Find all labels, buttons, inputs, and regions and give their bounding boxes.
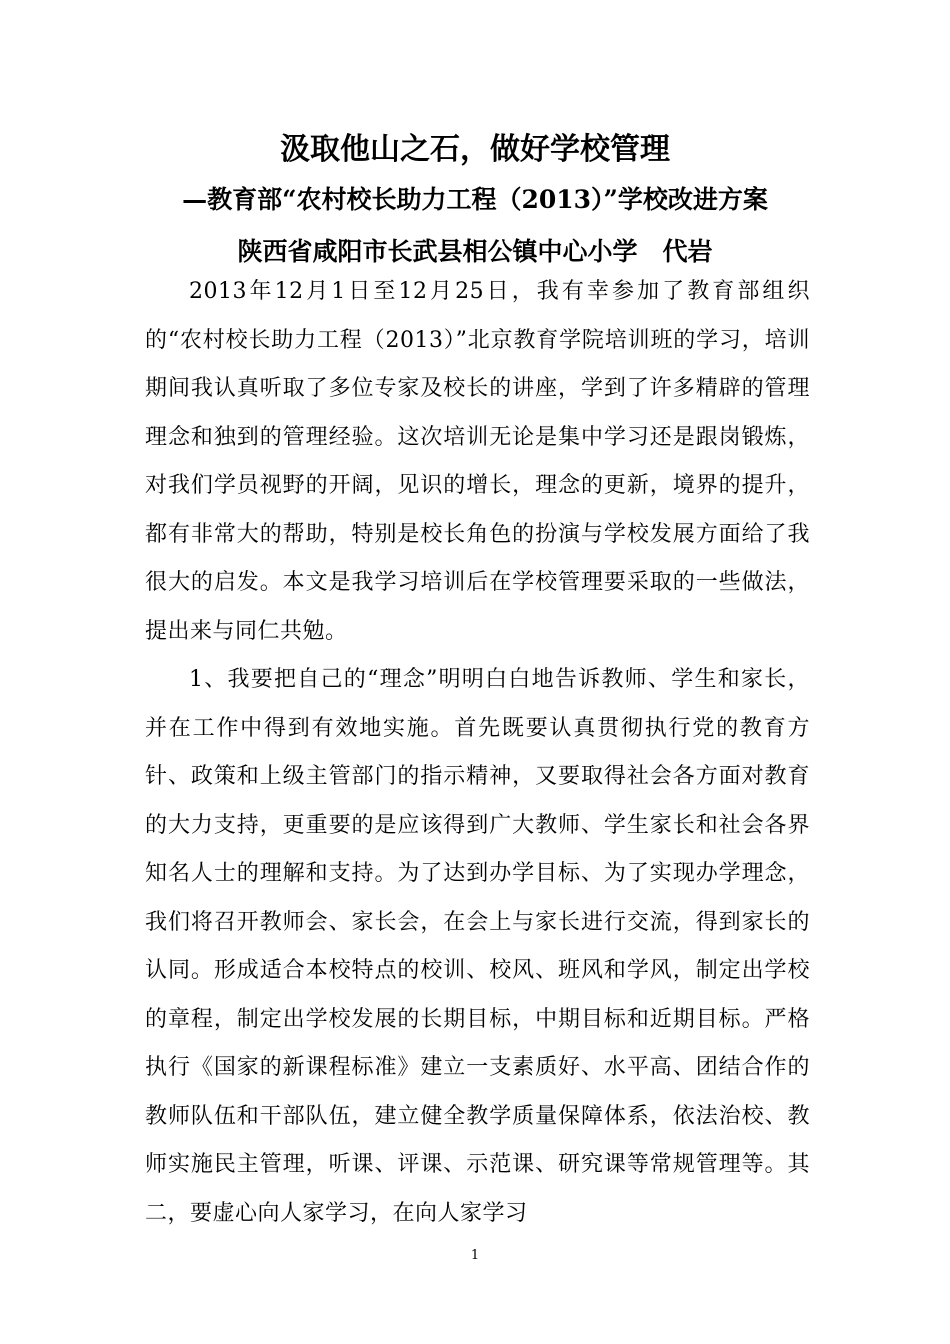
document-body [145,268,810,1238]
page-number: 1 [470,1248,480,1263]
author-line: 陕西省咸阳市长武县相公镇中心小学 代岩 [237,237,713,266]
paragraph: 2013年12月1日至12月25日，我有幸参加了教育部组织的“农村校长助力工程（2013）”北京教育学院培训班的学习，培训期间我认真听取了多位专家及校长的讲座，学到了许多精辟的管理理念和独到的管理经验。这次培训无论是集中学习还是跟岗锻炼，对我们学员视野的开阔，见识的增长，理念的更新，境界的提升，都有非常大的帮助，特别是校长角色的扮演与学校发展方面给了我很大的启发。本文是我学习培训后在学校管理要采取的一些做法，提出来与同仁共勉。 [145,279,810,644]
document-subtitle: —教育部“农村校长助力工程（2013）”学校改进方案 [182,185,768,214]
document-title: 汲取他山之石，做好学校管理 [280,132,670,167]
paragraph: 1、我要把自己的“理念”明明白白地告诉教师、学生和家长，并在工作中得到有效地实施。首先既要认真贯彻执行党的教育方针、政策和上级主管部门的指示精神，又要取得社会各方面对教育的大力支持，更重要的是应该得到广大教师、学生家长和社会各界知名人士的理解和支持。为了达到办学目标、为了实现办学理念，我们将召开教师会、家长会，在会上与家长进行交流，得到家长的认同。形成适合本校特点的校训、校风、班风和学风，制定出学校的章程，制定出学校发展的长期目标，中期目标和近期目标。严格执行《国家的新课程标准》建立一支素质好、水平高、团结合作的教师队伍和干部队伍，建立健全教学质量保障体系，依法治校、教师实施民主管理，听课、评课、示范课、研究课等常规管理等。其二，要虚心向人家学习，在向人家学习 [145,667,810,1226]
